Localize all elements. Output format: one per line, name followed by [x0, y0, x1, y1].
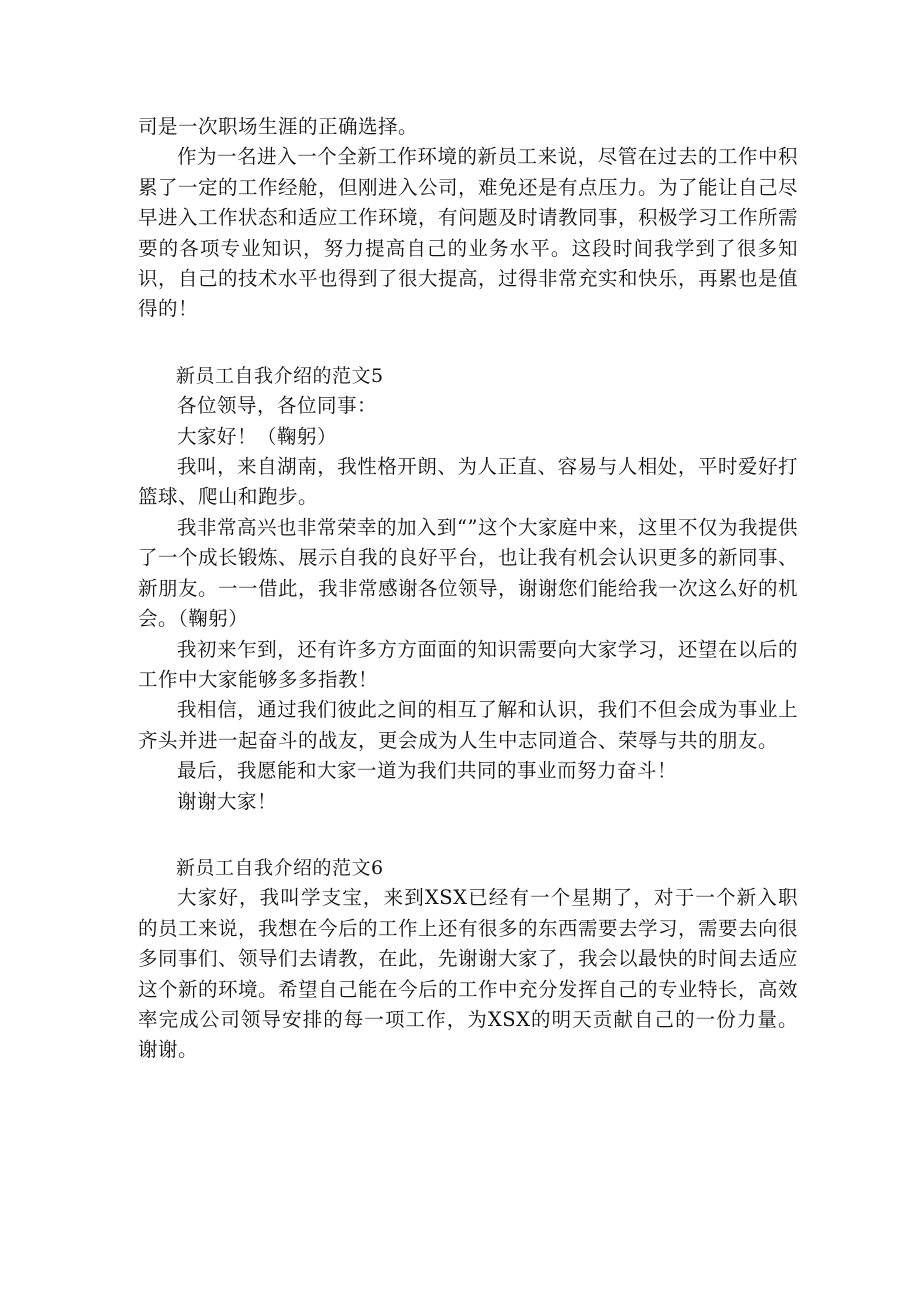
- section5-paragraph: 各位领导，各位同事：: [177, 394, 378, 418]
- section5-paragraph: 我相信，通过我们彼此之间的相互了解和认识，我们不但会成为事业上齐头并进一起奋斗的战友，更会成为人生中志同道合、荣辱与共的朋友。: [138, 698, 798, 752]
- section-gap: [138, 817, 798, 853]
- document-body: [138, 112, 798, 1066]
- section5-paragraph: 我非常高兴也非常荣幸的加入到“”这个大家庭中来，这里不仅为我提供了一个成长锻炼、展示自我的良好平台，也让我有机会认识更多的新同事、新朋友。一一借此，我非常感谢各位领导，谢谢您们能给我一次这么好的机会。（鞠躬）: [138, 515, 799, 631]
- section6-heading: 新员工自我介绍的范文6: [176, 856, 384, 879]
- intro-paragraph: 作为一名进入一个全新工作环境的新员工来说，尽管在过去的工作中积累了一定的工作经舱，但刚进入公司，难免还是有点压力。为了能让自己尽早进入工作状态和适应工作环境，有问题及时请教同事，积极学习工作所需要的各项专业知识，努力提高自己的业务水平。这段时间我学到了很多知识，自己的技术水平也得到了很大提高，过得非常充实和快乐，再累也是值得的！: [138, 145, 799, 321]
- section-gap: [138, 325, 798, 361]
- section5-heading: 新员工自我介绍的范文5: [176, 364, 384, 387]
- section5-paragraph: 我初来乍到，还有许多方方面面的知识需要向大家学习，还望在以后的工作中大家能够多多指教！: [138, 637, 798, 691]
- section5-paragraph: 最后，我愿能和大家一道为我们共同的事业而努力奋斗！: [177, 759, 678, 783]
- intro-tail-paragraph: 司是一次职场生涯的正确选择。: [138, 115, 419, 138]
- section5-paragraph: 我叫，来自湖南，我性格开朗、为人正直、容易与人相处，平时爱好打篮球、爬山和跑步。: [138, 455, 798, 509]
- section6-paragraph: 大家好，我叫学支宝，来到XSX已经有一个星期了，对于一个新入职的员工来说，我想在今后的工作上还有很多的东西需要去学习，需要去向很多同事们、领导们去请教，在此，先谢谢大家了，我会以最快的时间去适应这个新的环境。希望自己能在今后的工作中充分发挥自己的专业特长，高效率完成公司领导安排的每一项工作，为XSX的明天贡献自己的一份力量。谢谢。: [138, 886, 799, 1062]
- section5-paragraph: 大家好！（鞠躬）: [177, 424, 338, 448]
- section5-paragraph: 谢谢大家！: [177, 789, 278, 813]
